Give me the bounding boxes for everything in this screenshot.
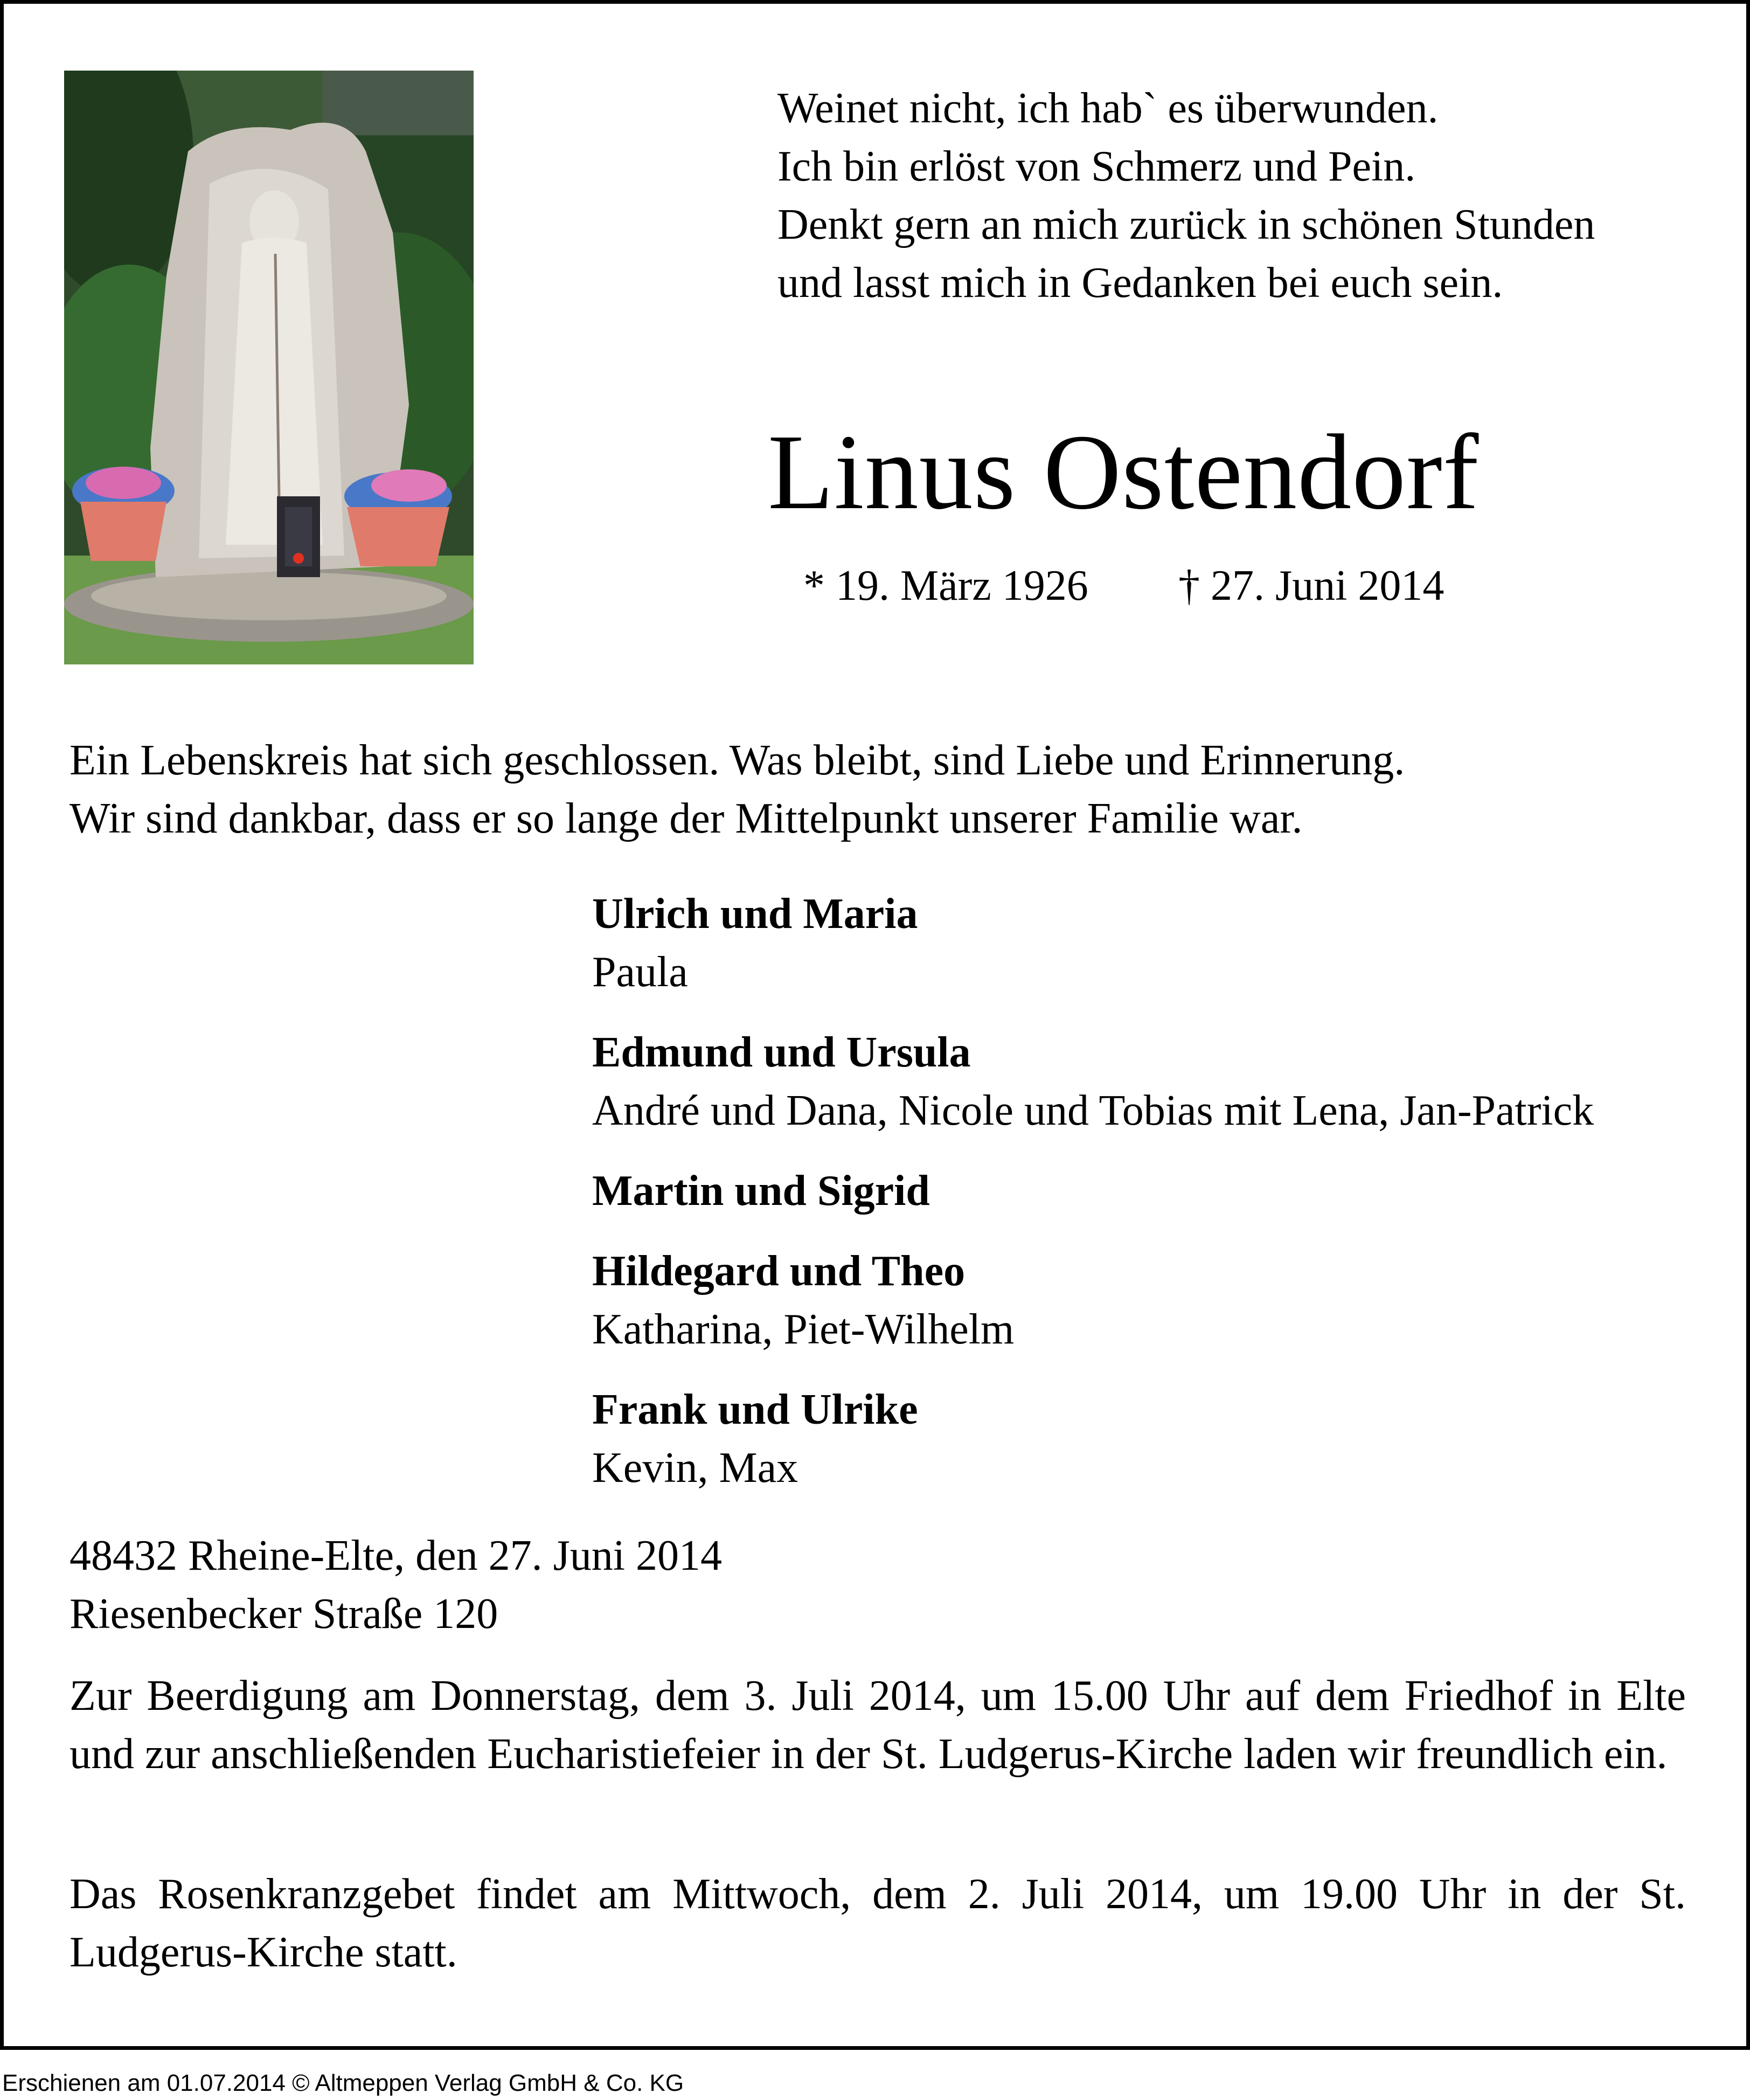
mourner-children: Katharina, Piet-Wilhelm [592,1306,1015,1353]
mourner-group [592,1023,1713,1140]
family-statement [70,731,1686,848]
mourner-group [592,885,1713,1001]
address-block [70,1527,722,1643]
poem [777,79,1715,312]
mourner-group [592,1162,1713,1220]
memorial-photo [64,71,474,664]
poem-line: Denkt gern an mich zurück in schönen Stunden [777,201,1595,248]
poem-line: Weinet nicht, ich hab` es überwunden. [777,85,1439,132]
mourner-children: Kevin, Max [592,1444,798,1492]
mourners-list [592,885,1713,1519]
place-date: 48432 Rheine-Elte, den 27. Juni 2014 [70,1532,722,1579]
publication-footer: Erschienen am 01.07.2014 © Altmeppen Verlag GmbH & Co. KG [2,2070,684,2096]
mourner-children: Paula [592,948,688,996]
mourner-couple: Ulrich und Maria [592,890,918,938]
mourner-couple: Edmund und Ursula [592,1029,971,1076]
statement-line: Ein Lebenskreis hat sich geschlossen. Was bleibt, sind Liebe und Erinnerung. [70,737,1405,784]
mourner-couple: Martin und Sigrid [592,1167,930,1215]
mourner-couple: Hildegard und Theo [592,1247,966,1295]
rosary-notice: Das Rosenkranzgebet findet am Mittwoch, dem 2. Juli 2014, um 19.00 Uhr in der St. Ludgerus-Kirche statt. [70,1870,1686,1976]
funeral-notice: Zur Beerdigung am Donnerstag, dem 3. Juli 2014, um 15.00 Uhr auf dem Friedhof in Elte und zur anschließenden Eucharistiefeier in der St. Ludgerus-Kirche laden wir freundlich ein. [70,1672,1686,1778]
poem-line: und lasst mich in Gedanken bei euch sein. [777,259,1503,307]
mourner-group [592,1381,1713,1497]
deceased-name: Linus Ostendorf [768,413,1480,532]
street-address: Riesenbecker Straße 120 [70,1590,498,1638]
death-date: † 27. Juni 2014 [1178,562,1445,609]
mourner-group [592,1242,1713,1359]
statement-line: Wir sind dankbar, dass er so lange der Mittelpunkt unserer Familie war. [70,795,1303,842]
mourner-couple: Frank und Ulrike [592,1386,918,1433]
madonna-shrine-image [64,71,474,664]
poem-line: Ich bin erlöst von Schmerz und Pein. [777,143,1416,190]
birth-date: * 19. März 1926 [803,562,1088,609]
mourner-children: André und Dana, Nicole und Tobias mit Lena, Jan-Patrick [592,1087,1594,1134]
